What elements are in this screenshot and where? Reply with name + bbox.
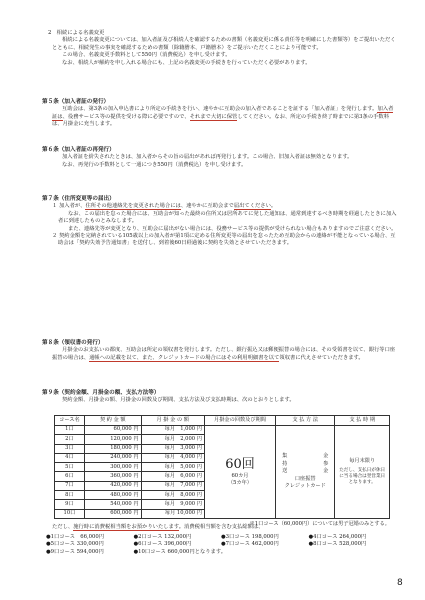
course-name: 10口 [55, 509, 85, 518]
column-header: 支 払 時 期 [335, 416, 390, 426]
payment-col-left [282, 453, 287, 476]
underlined-text: 施行時に消費税相当額をお預かりいたします [73, 524, 179, 530]
contract-amount: 420,000 円 [84, 481, 141, 490]
contract-amount: 180,000 円 [84, 444, 141, 453]
payment-deadline: 毎月末限り [349, 458, 376, 465]
monthly-amount: 毎月 5,000 円 [141, 463, 204, 472]
paragraph: 契約金額、月掛金の額、月掛金の回数及び期間、支払方法及び支払時期は、次のとおりとします。 [62, 397, 295, 404]
fee-row [46, 541, 396, 548]
text-run: 互助会は、第3条の加入申込書により所定の手続きを行い、速やかに互助会の加入者であることを証する「加入者証」を発行します。 [62, 106, 378, 113]
text-run: ただし、 [52, 524, 74, 530]
monthly-amount: 毎月 9,000 円 [141, 500, 204, 509]
monthly-amount: 毎月 8,000 円 [141, 491, 204, 500]
fee-item: ●7口コース 462,000円 [221, 541, 279, 548]
section-inheritance [42, 30, 398, 67]
text-run: １ 加入者が、 [52, 203, 86, 210]
text-run: 、速やかに互助会まで [180, 203, 234, 210]
text-run: してください。なお、所定の手続き終了時までに第3条の手数料は、月掛金に充当します。 [52, 113, 390, 128]
course-name: 9口 [55, 500, 85, 509]
fee-item: ●8口コース 528,000円 [308, 541, 367, 548]
course-table-wrapper [54, 415, 390, 528]
article-8 [42, 340, 398, 362]
payment-label: 参 [323, 460, 329, 467]
underlined-text: 加入者証は [52, 106, 394, 120]
fee-item: ●6口コース 396,000円 [133, 541, 192, 548]
paragraph: なお、相続人が解約を申し入れる場合にも、上記の名義変更の手続きを行っていただく必要があります。 [62, 59, 311, 66]
article-title: 第６条（加入者証の再発行） [42, 147, 115, 153]
payment-method-cell [276, 426, 335, 519]
underlined-text: 住所その他連絡先を変更された場合には [85, 203, 181, 210]
course-name: 4口 [55, 453, 85, 462]
article-title: 第８条（領収書の発行） [42, 340, 104, 346]
fee-item: ●4口コース 264,000円 [308, 534, 367, 540]
payment-methods [278, 453, 332, 476]
paragraph: ２ 契約金額を完納されている105歳以上の加入者が第1項に定める住所変更等の届出を怠ったため互助会からの連絡が不能となっている場合、互助会は「契約失効予告通知書」を送付し、到着後60日経過後に契約を失効とさせていただきます。 [52, 233, 396, 247]
payment-label: 金 [323, 468, 329, 475]
paragraph [42, 106, 398, 128]
column-header: 契 約 金 額 [84, 416, 141, 426]
underlined-text: それまで大切に保管 [189, 113, 238, 120]
course-name: 5口 [55, 463, 85, 472]
fee-row [46, 549, 396, 556]
course-name: 7口 [55, 481, 85, 490]
paragraph: 加入者証を紛失されたときは、加入者からその旨の届出があれば再発行します。この場合、旧加入者証は無効となります。 [62, 154, 353, 161]
payment-label: 金 [323, 453, 329, 460]
contract-amount: 120,000 円 [84, 435, 141, 444]
fee-item: ●2口コース 132,000円 [133, 534, 192, 540]
table-note: ※1口コース（60,000円）については男子冠婚のみとする。 [249, 520, 390, 527]
contract-amount: 360,000 円 [84, 472, 141, 481]
payment-note: ただし、支払日が休日に当る場合は翌営業日となります。 [339, 467, 386, 485]
course-name: 6口 [55, 472, 85, 481]
monthly-amount: 毎月 3,000 円 [141, 444, 204, 453]
paragraph [42, 347, 398, 362]
text-run: 月掛金のお支払いの都度、互助会は所定の領収書を発行します。ただし、銀行振込又は郵便振替の場合には、その受領書を以て、銀行等口座振替の場合は、 [52, 347, 396, 361]
column-header: 支 払 方 法 [276, 416, 335, 426]
table-row [55, 426, 390, 435]
course-table [54, 415, 390, 519]
fee-list [46, 534, 396, 556]
installment-count: 60回 [225, 456, 255, 472]
monthly-amount: 毎月 6,000 円 [141, 472, 204, 481]
contract-amount: 60,000 円 [84, 426, 141, 435]
text-run: 。消費税相当額を含む支払総額は、 [178, 524, 264, 530]
paragraph: なお、この届出を怠った場合には、互助会が知った最終の住所又は居所あてに発した通知は、通常到達するべき時期を経過したときに加入者に到達したものとみなします。 [58, 210, 397, 225]
contract-amount: 600,000 円 [84, 509, 141, 518]
paragraph [42, 524, 398, 531]
payment-label: 集 [282, 453, 288, 460]
article-title: 第９条（契約金額、月掛金の額、支払方法等） [42, 390, 160, 396]
installment-months: 60カ月 [231, 472, 249, 479]
payment-label: 持 [282, 460, 288, 467]
fee-item: ●9口コース 594,000円 [46, 548, 104, 555]
paragraph: この場合、名義変更手数料として550円（消費税込）を申し受けます。 [62, 52, 231, 59]
article-6 [42, 147, 398, 169]
course-name: 2口 [55, 435, 85, 444]
monthly-amount: 毎月 2,000 円 [141, 435, 204, 444]
column-header: コース名 [55, 416, 85, 426]
installment-count-cell [204, 426, 275, 519]
payment-timing-cell [335, 426, 390, 519]
article-7 [42, 196, 398, 248]
fee-item: ●1口コース 66,000円 [46, 534, 105, 540]
underlined-text: 届出てください [233, 203, 271, 210]
paragraph: なお、再発行の手数料として一通につき550円（消費税込）を申し受けます。 [62, 161, 247, 168]
article-9 [42, 390, 398, 405]
payment-label: クレジットカード [284, 483, 326, 490]
payment-col-right [323, 453, 328, 476]
paragraph: 相続による名義変更については、加入者証及び相続人を確認するための書類（名義変更に係る責任等を明確にした書類等）をご提出いただくとともに、相続発生の事実を確認するための書類（除籍謄本、戸籍謄本）をご提示いただくことにより可能です。 [52, 37, 396, 51]
section-title: 2 相続による名義変更 [48, 30, 105, 36]
monthly-amount: 毎月 1,000 円 [141, 426, 204, 435]
monthly-amount: 毎月 4,000 円 [141, 453, 204, 462]
installment-years: （5カ年） [227, 479, 252, 486]
paragraph [42, 203, 398, 210]
contract-amount: 300,000 円 [84, 463, 141, 472]
contract-amount: 540,000 円 [84, 500, 141, 509]
monthly-amount: 毎月 10,000 円 [141, 509, 204, 518]
text-run: 。 [270, 203, 277, 210]
column-header: 月 掛 金 の 額 [141, 416, 204, 426]
fee-item: ●3口コース 198,000円 [221, 534, 279, 540]
payment-label: 口座振替 [294, 475, 316, 482]
article-title: 第５条（加入者証の発行） [42, 99, 110, 105]
fee-item: ●10口コース 660,000円となります。 [133, 548, 227, 555]
underlined-text: 通帳への記載を以て、また、クレジットカードの場合にはその利用明細書を以て [89, 354, 280, 361]
payment-label: 送 [282, 468, 288, 475]
article-title: 第７条（住所変更等の届出） [42, 196, 115, 202]
column-header: 月掛金の回数及び期間 [204, 416, 275, 426]
fee-intro [42, 524, 398, 531]
text-run: 、役務サービス等の提供を受ける際に必要ですので、 [62, 113, 190, 120]
monthly-amount: 毎月 7,000 円 [141, 481, 204, 490]
article-5 [42, 99, 398, 129]
course-name: 8口 [55, 491, 85, 500]
page-number: 8 [397, 578, 403, 588]
contract-amount: 480,000 円 [84, 491, 141, 500]
table-header-row [55, 416, 390, 426]
paragraph: また、連絡先等が変更となり、互助会に届出がない場合には、役務サービス等の提供が受けられない場合もありますのでご注意ください。 [68, 225, 397, 232]
course-name: 1口 [55, 426, 85, 435]
fee-item: ●5口コース 330,000円 [46, 541, 104, 548]
text-run: 領収書に代えさせていただきます。 [279, 354, 364, 361]
course-name: 3口 [55, 444, 85, 453]
contract-amount: 240,000 円 [84, 453, 141, 462]
